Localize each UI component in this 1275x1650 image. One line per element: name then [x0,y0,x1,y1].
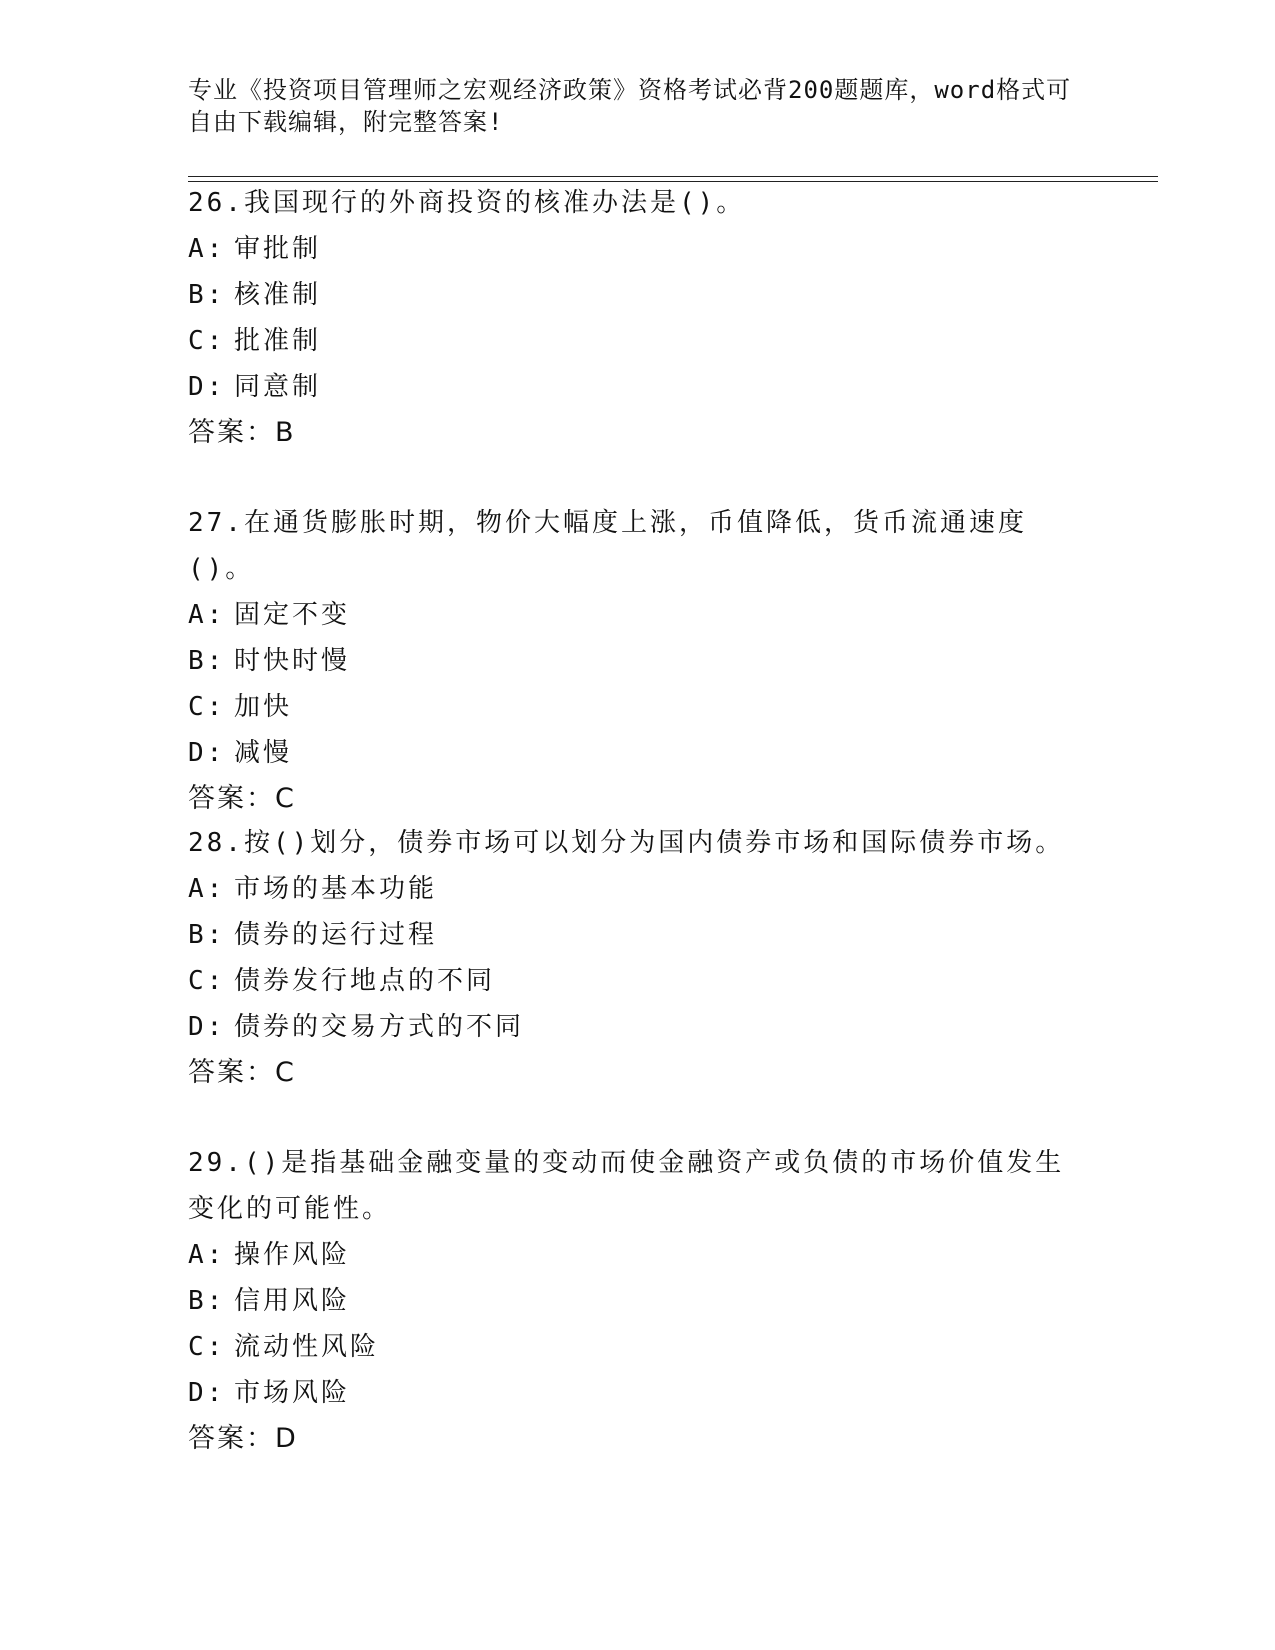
question-stem: 29.()是指基础金融变量的变动而使金融资产或负债的市场价值发生变化的可能性。 [188,1148,1065,1224]
option-b [188,912,1088,958]
option-key: A: [188,874,226,904]
option-text: 核准制 [234,280,322,310]
option-a [188,226,1088,272]
option-key: C: [188,1332,226,1362]
option-text: 债券的交易方式的不同 [234,1012,525,1042]
option-a [188,592,1088,638]
option-text: 加快 [234,692,293,722]
option-key: D: [188,372,226,402]
option-text: 固定不变 [234,600,351,630]
option-key: C: [188,966,226,996]
option-key: C: [188,326,226,356]
option-key: C: [188,692,226,722]
option-key: B: [188,920,226,950]
answer-line: 答案：D [188,1423,298,1454]
option-text: 市场的基本功能 [234,874,438,904]
option-key: A: [188,234,226,264]
option-key: B: [188,646,226,676]
option-text: 信用风险 [234,1286,351,1316]
option-text: 操作风险 [234,1240,351,1270]
answer-line: 答案：B [188,417,296,448]
option-text: 流动性风险 [234,1332,380,1362]
question-27 [188,500,1088,822]
option-a [188,866,1088,912]
question-stem: 26.我国现行的外商投资的核准办法是()。 [188,188,746,218]
question-stem: 28.按()划分，债券市场可以划分为国内债券市场和国际债券市场。 [188,828,1065,858]
option-key: D: [188,738,226,768]
option-key: D: [188,1012,226,1042]
option-d [188,364,1088,410]
option-b [188,1278,1088,1324]
option-text: 市场风险 [234,1378,351,1408]
option-a [188,1232,1088,1278]
option-text: 减慢 [234,738,293,768]
option-text: 债券发行地点的不同 [234,966,496,996]
option-key: B: [188,280,226,310]
answer-line: 答案：C [188,1057,296,1088]
option-d [188,730,1088,776]
option-d [188,1370,1088,1416]
option-text: 批准制 [234,326,322,356]
document-header: 专业《投资项目管理师之宏观经济政策》资格考试必背200题题库，word格式可自由下载编辑，附完整答案! [188,76,1072,136]
option-key: B: [188,1286,226,1316]
question-28 [188,820,1088,1096]
option-text: 同意制 [234,372,322,402]
answer-line: 答案：C [188,783,296,814]
option-text: 债券的运行过程 [234,920,438,950]
question-29 [188,1140,1088,1462]
option-c [188,318,1088,364]
option-b [188,638,1088,684]
option-text: 审批制 [234,234,322,264]
option-key: A: [188,1240,226,1270]
option-b [188,272,1088,318]
option-key: D: [188,1378,226,1408]
question-stem: 27.在通货膨胀时期，物价大幅度上涨，币值降低，货币流通速度()。 [188,508,1027,584]
question-26 [188,180,1088,456]
option-key: A: [188,600,226,630]
option-c [188,958,1088,1004]
option-d [188,1004,1088,1050]
option-text: 时快时慢 [234,646,351,676]
option-c [188,684,1088,730]
option-c [188,1324,1088,1370]
